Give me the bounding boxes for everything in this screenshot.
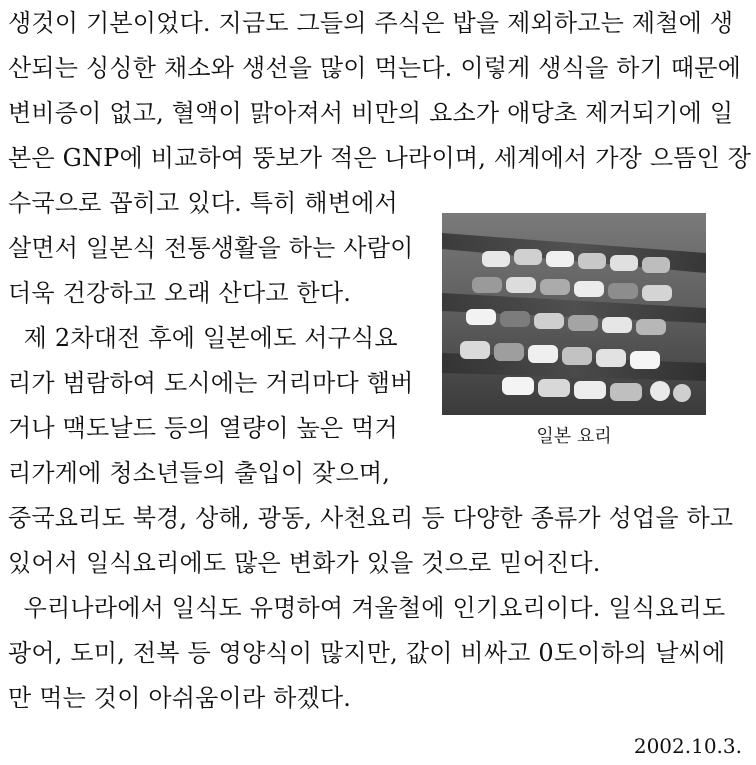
text-line-16: 만 먹는 것이 아쉬움이라 하겠다. [8, 684, 352, 712]
text-line-9: 리가 범람하여 도시에는 거리마다 햄버 [8, 369, 414, 397]
text-line-15: 광어, 도미, 전복 등 영양식이 많지만, 값이 비싸고 0도이하의 날씨에 [8, 639, 726, 667]
text-line-11: 리가게에 청소년들의 출입이 잦으며, [8, 459, 391, 487]
text-line-5: 수국으로 꼽히고 있다. 특히 해변에서 [8, 189, 398, 217]
text-line-7: 더욱 건강하고 오래 산다고 한다. [8, 279, 352, 307]
text-line-13: 있어서 일식요리에도 많은 변화가 있을 것으로 믿어진다. [8, 549, 601, 577]
text-line-14: 우리나라에서 일식도 유명하여 겨울철에 인기요리이다. 일식요리도 [8, 594, 726, 622]
text-line-10: 거나 맥도날드 등의 열량이 높은 먹거 [8, 414, 398, 442]
text-line-4: 본은 GNP에 비교하여 뚱보가 적은 나라이며, 세계에서 가장 으뜸인 장 [8, 144, 752, 172]
figure-caption: 일본 요리 [536, 426, 612, 447]
sushi-photo-image [442, 213, 706, 415]
text-line-12: 중국요리도 북경, 상해, 광동, 사천요리 등 다양한 종류가 성업을 하고 [8, 504, 734, 532]
sushi-photo [442, 213, 706, 415]
document-date: 2002.10.3. [633, 734, 742, 758]
text-line-6: 살면서 일본식 전통생활을 하는 사람이 [8, 234, 414, 262]
sushi-row-5 [502, 377, 691, 402]
text-line-8: 제 2차대전 후에 일본에도 서구식요 [8, 324, 398, 352]
text-line-3: 변비증이 없고, 혈액이 맑아져서 비만의 요소가 애당초 제거되기에 일 [8, 99, 734, 127]
text-line-2: 산되는 싱싱한 채소와 생선을 많이 먹는다. 이렇게 생식을 하기 때문에 [8, 54, 742, 82]
text-line-1: 생것이 기본이었다. 지금도 그들의 주식은 밥을 제외하고는 제철에 생 [8, 9, 734, 37]
